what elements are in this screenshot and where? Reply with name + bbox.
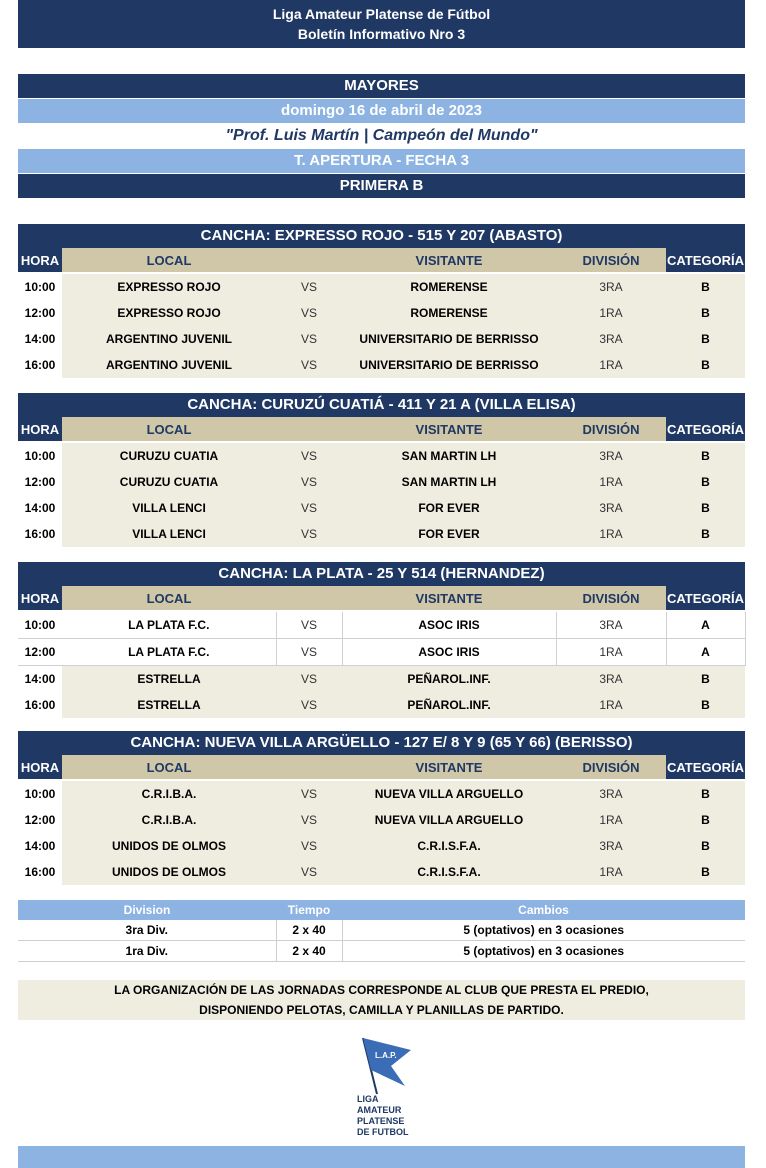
- match-division: 3RA: [556, 443, 666, 469]
- match-category: B: [666, 443, 745, 469]
- match-time: 16:00: [18, 692, 62, 718]
- table-row: [18, 941, 745, 962]
- notice-line-2: DISPONIENDO PELOTAS, CAMILLA Y PLANILLAS DE PARTIDO.: [199, 1003, 564, 1017]
- venue-title: CANCHA: LA PLATA - 25 Y 514 (HERNANDEZ): [18, 562, 745, 586]
- match-time: 16:00: [18, 352, 62, 378]
- venue-2: [18, 393, 745, 547]
- venue-title: CANCHA: NUEVA VILLA ARGÜELLO - 127 E/ 8 Y 9 (65 Y 66) (BERISSO): [18, 731, 745, 755]
- match-division: 3RA: [556, 326, 666, 352]
- match-time: 16:00: [18, 859, 62, 885]
- local-team: C.R.I.B.A.: [62, 807, 276, 833]
- local-team: ARGENTINO JUVENIL: [62, 352, 276, 378]
- rules-division: 1ra Div.: [18, 941, 276, 962]
- fixture-table: [18, 755, 745, 885]
- vs-label: VS: [276, 666, 342, 693]
- match-time: 10:00: [18, 781, 62, 807]
- match-time: 10:00: [18, 443, 62, 469]
- col-local: LOCAL: [62, 586, 276, 610]
- match-time: 12:00: [18, 807, 62, 833]
- logo-line: DE FUTBOL: [357, 1127, 409, 1137]
- local-team: CURUZU CUATIA: [62, 443, 276, 469]
- local-team: ARGENTINO JUVENIL: [62, 326, 276, 352]
- local-team: EXPRESSO ROJO: [62, 300, 276, 326]
- local-team: LA PLATA F.C.: [62, 612, 276, 639]
- col-visitante: VISITANTE: [342, 417, 556, 441]
- fixture-table: [18, 248, 745, 378]
- rules-division: 3ra Div.: [18, 920, 276, 941]
- match-category: B: [666, 274, 745, 300]
- col-division: DIVISIÓN: [556, 755, 666, 779]
- visitor-team: FOR EVER: [342, 495, 556, 521]
- vs-label: VS: [276, 300, 342, 326]
- match-division: 1RA: [556, 300, 666, 326]
- col-vs-blank: [276, 248, 342, 272]
- table-header-row: [18, 248, 745, 272]
- local-team: UNIDOS DE OLMOS: [62, 833, 276, 859]
- match-time: 10:00: [18, 274, 62, 300]
- table-row: [18, 920, 745, 941]
- table-row: [18, 326, 745, 352]
- match-time: 16:00: [18, 521, 62, 547]
- vs-label: VS: [276, 274, 342, 300]
- vs-label: VS: [276, 612, 342, 639]
- venue-3: [18, 562, 745, 718]
- table-row: [18, 666, 745, 693]
- col-local: LOCAL: [62, 755, 276, 779]
- vs-label: VS: [276, 443, 342, 469]
- col-division: DIVISIÓN: [556, 417, 666, 441]
- col-hora: HORA: [18, 248, 62, 272]
- vs-label: VS: [276, 692, 342, 718]
- logo-line: PLATENSE: [357, 1116, 405, 1126]
- footer-band: [18, 1146, 745, 1168]
- logo-line: AMATEUR: [357, 1105, 402, 1115]
- match-division: 3RA: [556, 781, 666, 807]
- col-local: LOCAL: [62, 417, 276, 441]
- visitor-team: SAN MARTIN LH: [342, 469, 556, 495]
- col-division: DIVISIÓN: [556, 248, 666, 272]
- vs-label: VS: [276, 807, 342, 833]
- vs-label: VS: [276, 352, 342, 378]
- col-visitante: VISITANTE: [342, 248, 556, 272]
- visitor-team: UNIVERSITARIO DE BERRISSO: [342, 352, 556, 378]
- col-local: LOCAL: [62, 248, 276, 272]
- col-categoria: CATEGORÍA: [666, 755, 745, 779]
- match-category: B: [666, 833, 745, 859]
- match-time: 14:00: [18, 326, 62, 352]
- table-row: [18, 352, 745, 378]
- visitor-team: NUEVA VILLA ARGUELLO: [342, 807, 556, 833]
- match-division: 1RA: [556, 352, 666, 378]
- table-row: [18, 300, 745, 326]
- visitor-team: PEÑAROL.INF.: [342, 692, 556, 718]
- tournament-band: T. APERTURA - FECHA 3: [18, 149, 745, 173]
- fixture-table: [18, 417, 745, 547]
- vs-label: VS: [276, 469, 342, 495]
- rules-tiempo: 2 x 40: [276, 920, 342, 941]
- local-team: EXPRESSO ROJO: [62, 274, 276, 300]
- venue-title: CANCHA: EXPRESSO ROJO - 515 Y 207 (ABASTO): [18, 224, 745, 248]
- table-row: [18, 833, 745, 859]
- match-division: 3RA: [556, 833, 666, 859]
- date-band: domingo 16 de abril de 2023: [18, 99, 745, 123]
- vs-label: VS: [276, 639, 342, 666]
- col-vs-blank: [276, 755, 342, 779]
- table-row: [18, 495, 745, 521]
- match-division: 1RA: [556, 469, 666, 495]
- table-row: [18, 274, 745, 300]
- local-team: ESTRELLA: [62, 692, 276, 718]
- match-division: 3RA: [556, 612, 666, 639]
- local-team: ESTRELLA: [62, 666, 276, 693]
- match-division: 1RA: [556, 859, 666, 885]
- vs-label: VS: [276, 859, 342, 885]
- local-team: C.R.I.B.A.: [62, 781, 276, 807]
- notice-line-1: LA ORGANIZACIÓN DE LAS JORNADAS CORRESPONDE AL CLUB QUE PRESTA EL PREDIO,: [114, 983, 649, 997]
- table-header-row: [18, 755, 745, 779]
- col-vs-blank: [276, 586, 342, 610]
- logo-line: LIGA: [357, 1094, 379, 1104]
- match-division: 3RA: [556, 495, 666, 521]
- visitor-team: ROMERENSE: [342, 300, 556, 326]
- vs-label: VS: [276, 521, 342, 547]
- visitor-team: C.R.I.S.F.A.: [342, 833, 556, 859]
- table-row: [18, 469, 745, 495]
- league-logo: [355, 1036, 425, 1148]
- visitor-team: ASOC IRIS: [342, 612, 556, 639]
- bulletin-number: Boletín Informativo Nro 3: [297, 26, 466, 42]
- organization-notice: [18, 980, 745, 1020]
- flag-icon: [355, 1036, 425, 1096]
- rules-col-cambios: Cambios: [342, 900, 745, 920]
- table-row: [18, 781, 745, 807]
- venue-4: [18, 731, 745, 885]
- match-category: B: [666, 326, 745, 352]
- match-time: 12:00: [18, 469, 62, 495]
- col-hora: HORA: [18, 755, 62, 779]
- logo-wordmark: [357, 1094, 409, 1138]
- vs-label: VS: [276, 495, 342, 521]
- table-header-row: [18, 417, 745, 441]
- match-category: B: [666, 495, 745, 521]
- match-category: A: [666, 639, 745, 666]
- visitor-team: SAN MARTIN LH: [342, 443, 556, 469]
- match-category: B: [666, 807, 745, 833]
- venue-1: [18, 224, 745, 378]
- col-division: DIVISIÓN: [556, 586, 666, 610]
- local-team: CURUZU CUATIA: [62, 469, 276, 495]
- match-time: 10:00: [18, 612, 62, 639]
- match-category: B: [666, 352, 745, 378]
- vs-label: VS: [276, 781, 342, 807]
- match-category: B: [666, 469, 745, 495]
- match-category: B: [666, 521, 745, 547]
- local-team: VILLA LENCI: [62, 495, 276, 521]
- table-row: [18, 807, 745, 833]
- tribute-band: "Prof. Luis Martín | Campeón del Mundo": [225, 127, 538, 144]
- match-category: B: [666, 666, 745, 693]
- col-categoria: CATEGORÍA: [666, 586, 745, 610]
- rules-cambios: 5 (optativos) en 3 ocasiones: [342, 920, 745, 941]
- match-category: A: [666, 612, 745, 639]
- match-time: 12:00: [18, 639, 62, 666]
- table-row: [18, 443, 745, 469]
- vs-label: VS: [276, 326, 342, 352]
- division-band: PRIMERA B: [18, 174, 745, 198]
- match-time: 14:00: [18, 666, 62, 693]
- match-division: 1RA: [556, 639, 666, 666]
- visitor-team: NUEVA VILLA ARGUELLO: [342, 781, 556, 807]
- rules-col-tiempo: Tiempo: [276, 900, 342, 920]
- col-visitante: VISITANTE: [342, 755, 556, 779]
- match-division: 1RA: [556, 807, 666, 833]
- match-time: 14:00: [18, 495, 62, 521]
- visitor-team: PEÑAROL.INF.: [342, 666, 556, 693]
- rules-col-division: Division: [18, 900, 276, 920]
- fixture-table: [18, 586, 746, 718]
- match-division: 1RA: [556, 521, 666, 547]
- rules-tiempo: 2 x 40: [276, 941, 342, 962]
- rules-table: [18, 900, 745, 962]
- venue-title: CANCHA: CURUZÚ CUATIÁ - 411 Y 21 A (VILLA ELISA): [18, 393, 745, 417]
- table-row: [18, 692, 745, 718]
- flag-text: L.A.P.: [375, 1051, 397, 1060]
- local-team: UNIDOS DE OLMOS: [62, 859, 276, 885]
- match-division: 3RA: [556, 274, 666, 300]
- match-category: B: [666, 859, 745, 885]
- match-category: B: [666, 692, 745, 718]
- match-division: 1RA: [556, 692, 666, 718]
- match-division: 3RA: [556, 666, 666, 693]
- col-hora: HORA: [18, 586, 62, 610]
- table-row: [18, 639, 745, 666]
- match-category: B: [666, 781, 745, 807]
- rules-header-row: [18, 900, 745, 920]
- match-category: B: [666, 300, 745, 326]
- vs-label: VS: [276, 833, 342, 859]
- match-time: 14:00: [18, 833, 62, 859]
- table-row: [18, 612, 745, 639]
- col-categoria: CATEGORÍA: [666, 248, 745, 272]
- match-time: 12:00: [18, 300, 62, 326]
- local-team: VILLA LENCI: [62, 521, 276, 547]
- table-row: [18, 859, 745, 885]
- visitor-team: UNIVERSITARIO DE BERRISSO: [342, 326, 556, 352]
- bulletin-header: [18, 0, 745, 48]
- col-categoria: CATEGORÍA: [666, 417, 745, 441]
- visitor-team: C.R.I.S.F.A.: [342, 859, 556, 885]
- table-row: [18, 521, 745, 547]
- visitor-team: ROMERENSE: [342, 274, 556, 300]
- col-visitante: VISITANTE: [342, 586, 556, 610]
- visitor-team: FOR EVER: [342, 521, 556, 547]
- col-hora: HORA: [18, 417, 62, 441]
- rules-cambios: 5 (optativos) en 3 ocasiones: [342, 941, 745, 962]
- league-title: Liga Amateur Platense de Fútbol: [272, 6, 491, 22]
- local-team: LA PLATA F.C.: [62, 639, 276, 666]
- col-vs-blank: [276, 417, 342, 441]
- table-header-row: [18, 586, 745, 610]
- category-band: MAYORES: [18, 74, 745, 98]
- visitor-team: ASOC IRIS: [342, 639, 556, 666]
